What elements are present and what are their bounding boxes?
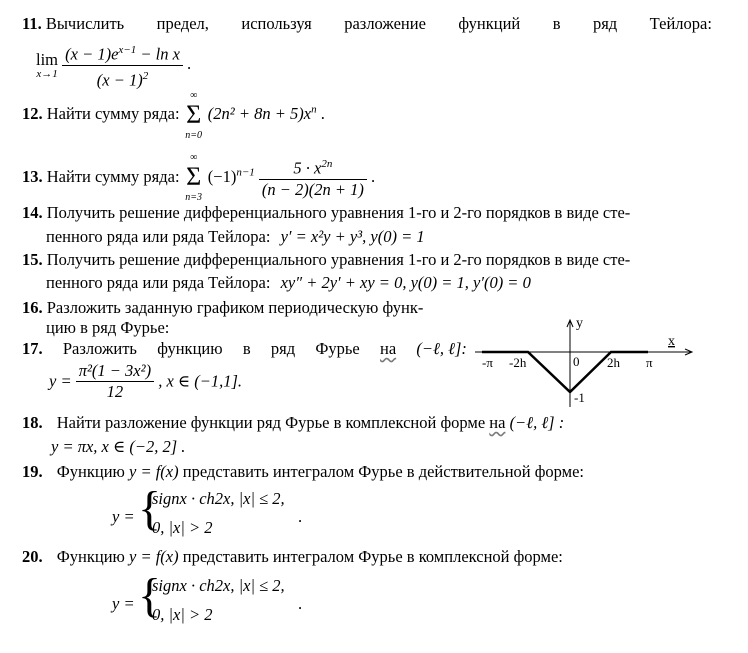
sum-symbol: ∞ Σ n=0 [185, 90, 203, 141]
tick-pi: π [646, 355, 653, 370]
problem-number: 18. [22, 413, 43, 432]
problem-number: 17. [22, 339, 43, 358]
problem-number: 12. [22, 103, 43, 123]
problem-number: 14. [22, 203, 43, 222]
problem-number: 19. [22, 462, 43, 481]
y-axis-label: y [576, 316, 583, 331]
function-curve [482, 352, 648, 392]
sum-symbol: ∞ Σ n=3 [185, 151, 203, 203]
left-brace: { [138, 482, 162, 535]
tick-neg-2h: -2h [509, 355, 527, 370]
function-formula: y = $\frac{\text{π²(1 − 3x²)}}{12}$ , x ∈ (−1,1]. [49, 361, 243, 401]
tick-minus-one: -1 [574, 390, 585, 405]
problem-number: 16. [22, 298, 43, 317]
tick-neg-pi: -π [482, 355, 493, 370]
limit-formula: lim x→1 $\frac{(x - 1)e^{x-1} - \ln x}{(x - 1)^2}$ . [36, 40, 191, 90]
tick-2h: 2h [607, 355, 620, 370]
problem-number: 20. [22, 547, 43, 566]
x-axis-label: x [668, 334, 675, 349]
problem-number: 11. [22, 14, 42, 33]
tick-zero: 0 [573, 354, 580, 369]
problem-13: 13. Найти сумму ряда: ∞ Σ n=3 $(-1)^{n-1}$ $\frac{5 \cdot x^{2n}}{(n - 2)(2n + 1)}$ . [22, 151, 376, 203]
periodic-function-graph [470, 312, 700, 412]
left-brace: { [138, 569, 162, 622]
problem-number: 15. [22, 250, 43, 269]
problem-number: 13. [22, 166, 43, 186]
problem-12: 12. Найти сумму ряда: ∞ Σ n=0 $(2n^2 + 8n + 5)x^n$ . [22, 90, 325, 141]
